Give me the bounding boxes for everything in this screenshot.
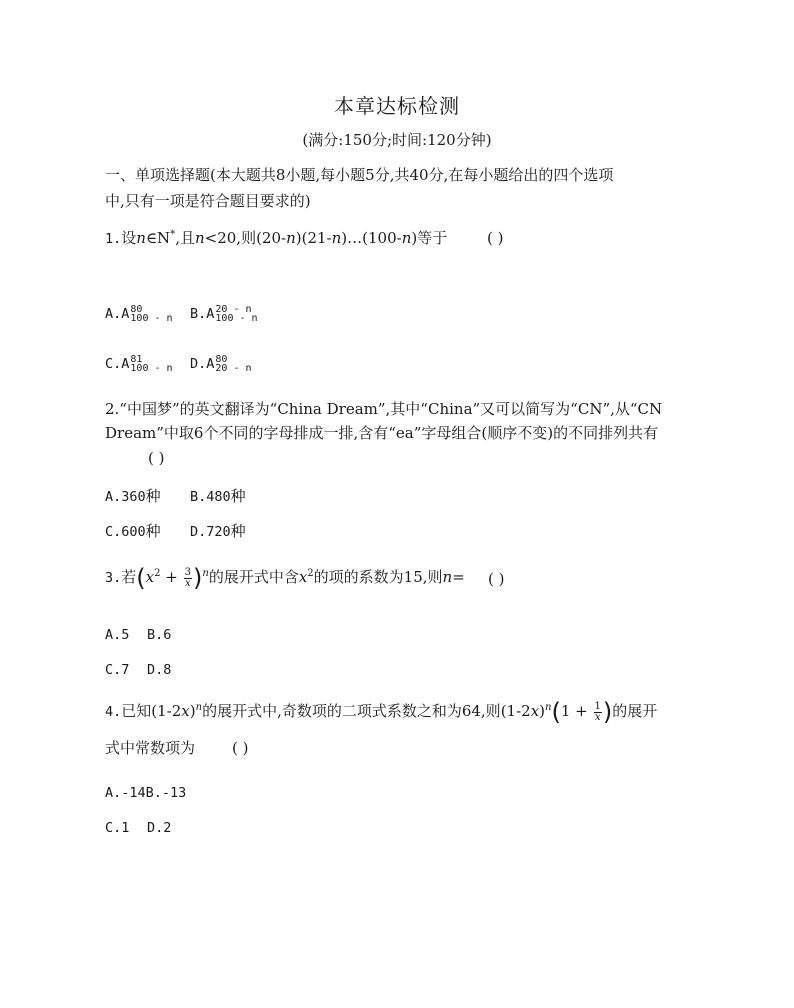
question-2-stem-line1: 2.“中国梦”的英文翻译为“China Dream”,其中“China”又可以简写为“CN”,从“CN <box>105 400 663 418</box>
question-4-answer-blank: ( ) <box>232 739 249 757</box>
question-1-answer-blank: ( ) <box>487 229 504 247</box>
question-2-option-b: B.480种 <box>190 487 246 505</box>
question-3-option-d: D.8 <box>147 662 172 678</box>
question-3-fraction: $\frac{3}{x}$ <box>184 566 191 589</box>
question-3-option-a: A.5 <box>105 627 130 643</box>
page-subtitle: (满分:150分;时间:120分钟) <box>302 131 492 149</box>
question-2-stem-line2: Dream”中取6个不同的字母排成一排,含有“ea”字母组合(顺序不变)的不同排列共有 <box>105 424 659 442</box>
question-4-option-d: D.2 <box>147 820 172 836</box>
question-3-stem: 3.若($x^2$ + $\frac{3}{x}$ )$^n$的展开式中含$x^2$的项的系数为15,则n= <box>105 564 465 592</box>
question-1-number: 1. <box>105 231 122 247</box>
question-3-answer-blank: ( ) <box>488 570 505 588</box>
section-heading-line1: 一、单项选择题(本大题共8小题,每小题5分,共40分,在每小题给出的四个选项 <box>105 166 614 184</box>
page-title: 本章达标检测 <box>334 94 460 118</box>
question-1-option-a: A.A 80 100 - n <box>105 304 173 324</box>
question-2-option-a: A.360种 <box>105 487 161 505</box>
question-2-option-d: D.720种 <box>190 522 246 540</box>
question-3-option-b: B.6 <box>147 627 172 643</box>
question-4-option-a-b: A.-14B.-13 <box>105 785 187 801</box>
question-3-option-c: C.7 <box>105 662 130 678</box>
question-2-option-c: C.600种 <box>105 522 161 540</box>
question-4-option-c: C.1 <box>105 820 130 836</box>
question-1-option-c: C.A 81 100 - n <box>105 354 173 374</box>
question-4-fraction: $\frac{1}{x}$ <box>594 700 601 723</box>
question-4-stem-line2: 式中常数项为 <box>105 739 196 757</box>
question-1-stem: 1.设n∈N*,且n<20,则(20-n)(21-n)…(100-n)等于 <box>105 229 448 247</box>
question-1-option-b: B.A 20 - n 100 - n <box>190 304 258 324</box>
section-heading-line2: 中,只有一项是符合题目要求的) <box>105 192 311 210</box>
question-2-answer-blank: ( ) <box>148 449 165 467</box>
question-1-option-d: D.A 80 20 - n <box>190 354 252 374</box>
question-4-stem-line1: 4.已知$(1-2x)^n$的展开式中,奇数项的二项式系数之和为64,则$(1-2x)^n(1$ + $\frac{1}{x}$ )的展开 <box>105 698 658 726</box>
